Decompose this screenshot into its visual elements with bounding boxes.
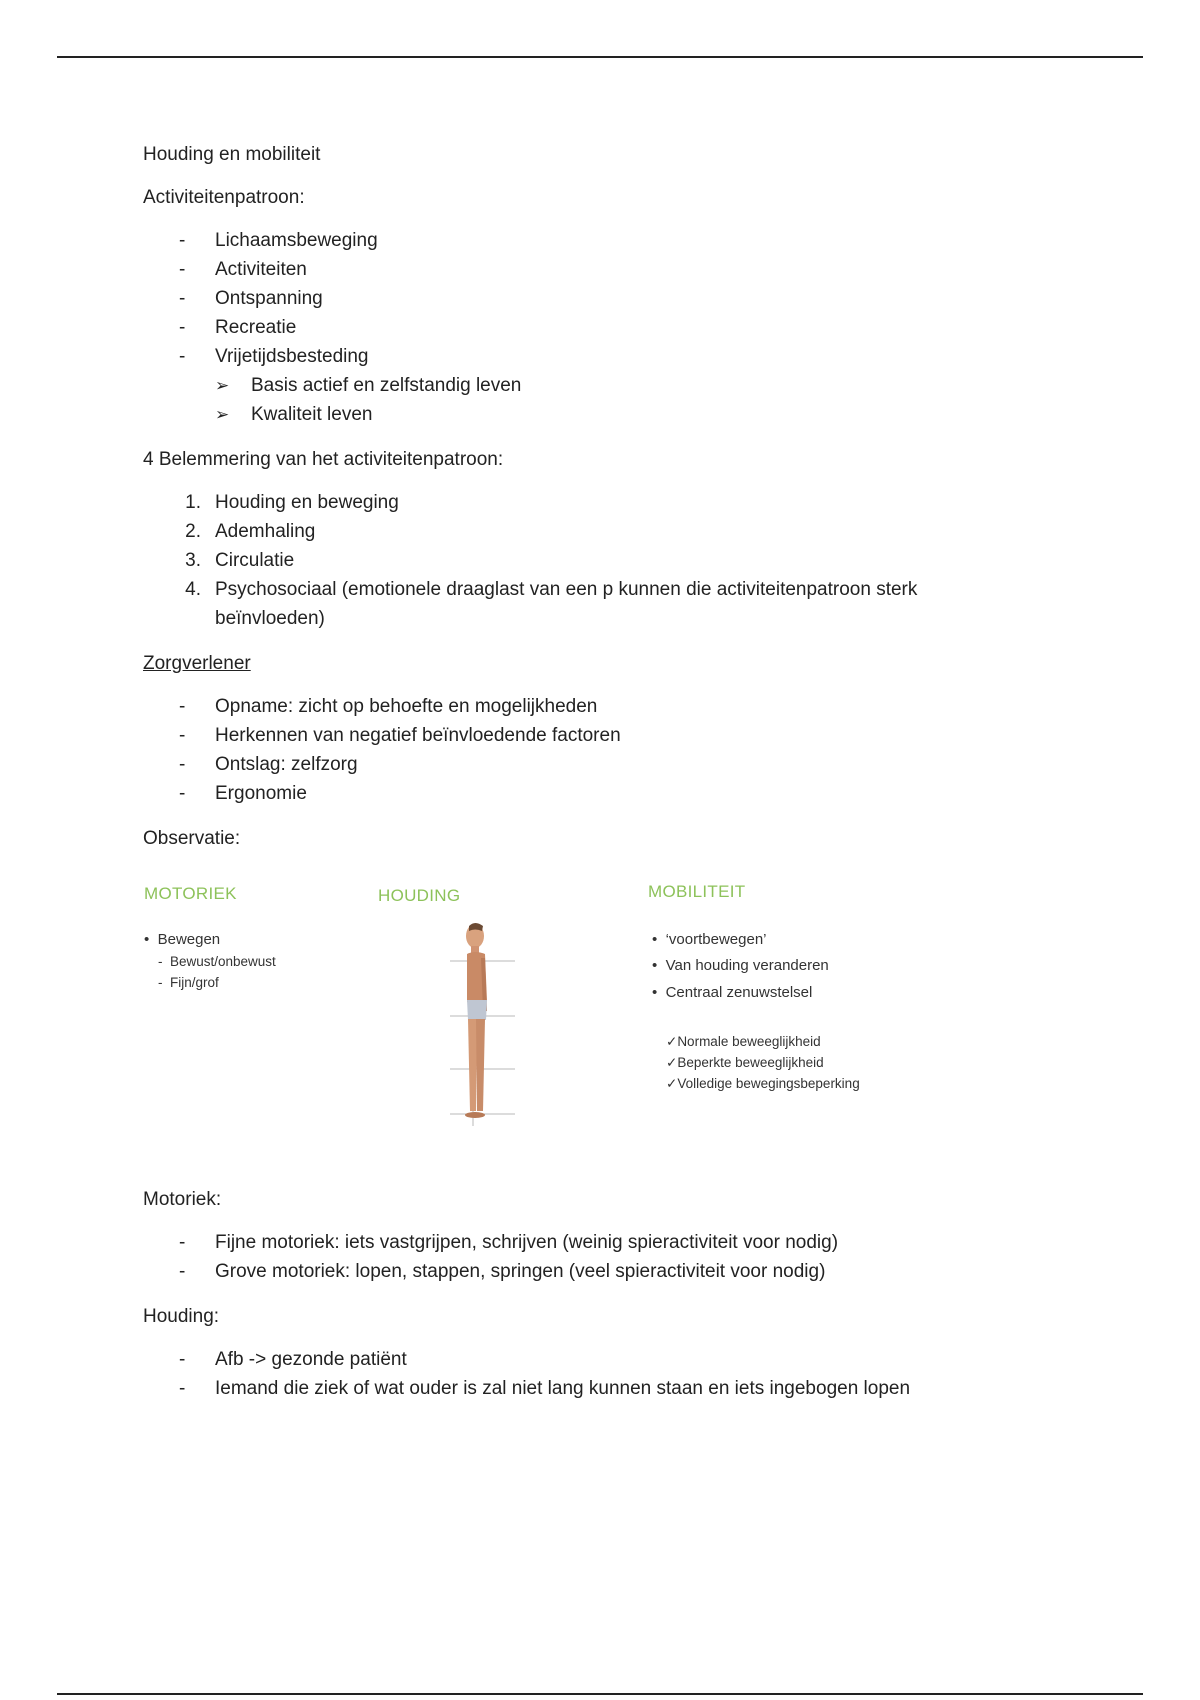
checkmark-icon: ✓ [666,1034,678,1049]
list-item: - Afb -> gezonde patiënt [179,1349,407,1370]
mobiliteit-title: MOBILITEIT [648,882,746,901]
heading-houding: Houding: [143,1306,220,1327]
list-item: - Iemand die ziek of wat ouder is zal niet lang kunnen staan en iets ingebogen lopen [179,1378,911,1399]
motoriek-title: MOTORIEK [144,884,237,903]
arrow-bullet-icon: ➢ [215,376,230,395]
list-item: - Ontslag: zelfzorg [179,754,358,775]
list-item: - Grove motoriek: lopen, stappen, springen (veel spieractiviteit voor nodig) [179,1261,826,1282]
heading-activiteitenpatroon: Activiteitenpatroon: [143,187,305,208]
motoriek-subitem: - Fijn/grof [158,975,219,990]
top-rule [57,56,1143,58]
arrow-bullet-icon: ➢ [215,405,230,424]
mobiliteit-check-item: ✓Normale beweeglijkheid [666,1034,821,1049]
list-item: 2. Ademhaling [185,521,316,542]
heading-belemmering: 4 Belemmering van het activiteitenpatroon: [143,449,504,470]
motoriek-subitem: - Bewust/onbewust [158,954,276,969]
list-item: - Lichaamsbeweging [179,230,378,251]
motoriek-item: • Bewegen [144,931,221,948]
mobiliteit-item: • ‘voortbewegen’ [652,931,767,948]
document-page [143,140,1063,1419]
list-belemmering [143,488,1063,633]
list-zorgverlener [143,692,1063,808]
section-observatie [143,824,1063,1161]
list-item: - Ergonomie [179,783,307,804]
sublist-activiteitenpatroon [143,371,1063,429]
section-houding [143,1302,1063,1403]
list-motoriek [143,1228,1063,1286]
list-item: - Vrijetijdsbesteding [179,346,369,367]
list-item: ➢ Kwaliteit leven [143,400,1063,429]
list-item: - Recreatie [179,317,297,338]
mobiliteit-check-item: ✓Volledige bewegingsbeperking [666,1076,860,1091]
section-belemmering [143,445,1063,633]
houding-title: HOUDING [378,886,461,905]
document-title: Houding en mobiliteit [143,144,321,165]
heading-zorgverlener: Zorgverlener [143,653,251,674]
mobiliteit-item: • Van houding veranderen [652,957,829,974]
list-item: 3. Circulatie [185,550,295,571]
list-houding [143,1345,1063,1403]
section-zorgverlener [143,649,1063,808]
list-item: - Opname: zicht op behoefte en mogelijkheden [179,696,598,717]
list-item: - Ontspanning [179,288,323,309]
standing-figure-illustration [415,916,535,1136]
list-item: ➢ Basis actief en zelfstandig leven [143,371,1063,400]
list-item: - Fijne motoriek: iets vastgrijpen, schrijven (weinig spieractiviteit voor nodig) [179,1232,839,1253]
list-item: - Activiteiten [179,259,307,280]
heading-observatie: Observatie: [143,828,241,849]
section-activiteitenpatroon [143,183,1063,429]
observatie-figure [140,871,1060,1161]
list-item: - Herkennen van negatief beïnvloedende factoren [179,725,621,746]
mobiliteit-item: • Centraal zenuwstelsel [652,984,813,1001]
checkmark-icon: ✓ [666,1076,678,1091]
checkmark-icon: ✓ [666,1055,678,1070]
section-motoriek [143,1185,1063,1286]
mobiliteit-check-item: ✓Beperkte beweeglijkheid [666,1055,824,1070]
list-activiteitenpatroon [143,226,1063,371]
list-item: 1. Houding en beweging [185,492,399,513]
heading-motoriek: Motoriek: [143,1189,222,1210]
list-item: 4. Psychosociaal (emotionele draaglast van een p kunnen die activiteitenpatroon sterk beïnvloeden) [185,579,918,629]
bottom-rule [57,1693,1143,1695]
